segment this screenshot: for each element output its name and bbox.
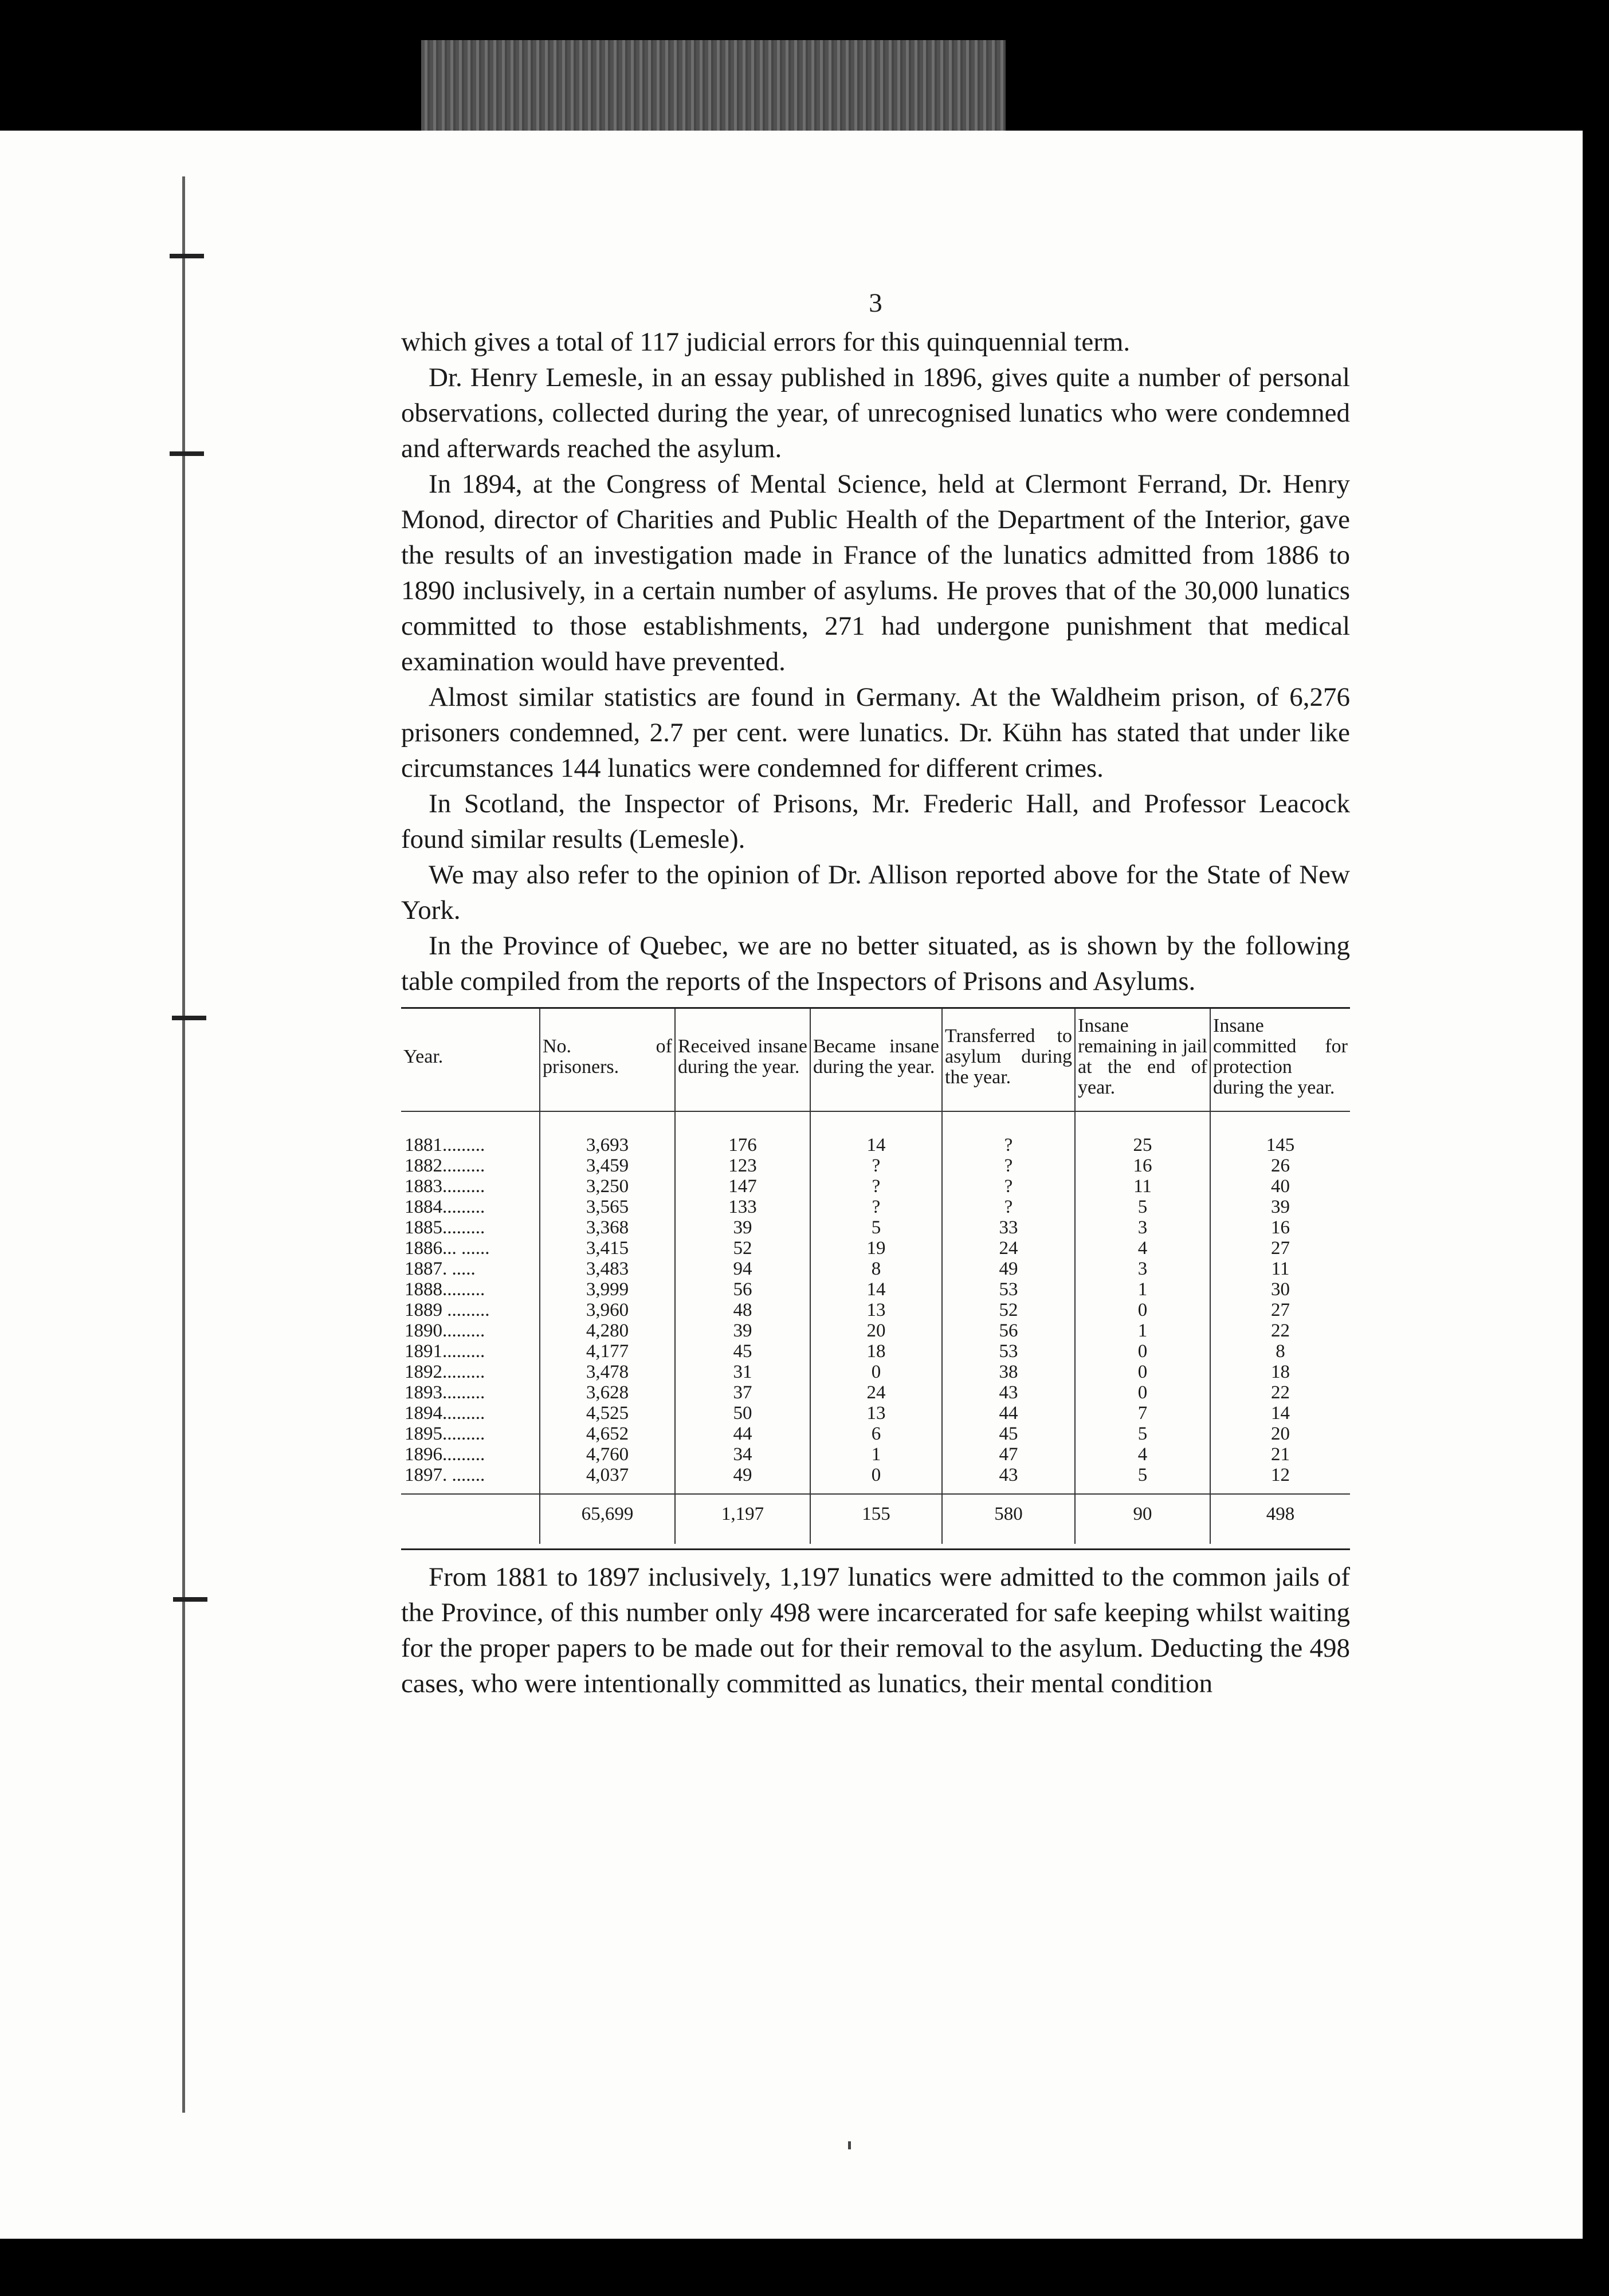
table-cell: 24 xyxy=(942,1238,1075,1259)
page-content xyxy=(401,285,1350,1701)
binding-mark xyxy=(173,1597,207,1602)
paragraph: In Scotland, the Inspector of Prisons, Mr. Frederic Hall, and Professor Leacock found similar results (Lemesle). xyxy=(401,789,1350,854)
table-cell: 8 xyxy=(810,1259,942,1279)
table-cell: 25 xyxy=(1075,1111,1210,1155)
table-cell: 0 xyxy=(1075,1341,1210,1362)
paragraph: Dr. Henry Lemesle, in an essay published in 1896, gives quite a number of personal observations, collected during the year, of unrecognised lunatics who were condemned and afterwards reached the asylum. xyxy=(401,363,1350,463)
table-cell: 1894......... xyxy=(405,1403,485,1424)
table-cell: 27 xyxy=(1210,1238,1350,1259)
table-cell: 1896......... xyxy=(405,1444,485,1465)
table-cell: 5 xyxy=(1075,1424,1210,1444)
table-cell: 34 xyxy=(675,1444,810,1465)
table-cell: 43 xyxy=(942,1465,1075,1494)
table-row xyxy=(401,1217,1350,1238)
header-year: Year. xyxy=(401,1008,540,1112)
table-cell: 1885......... xyxy=(405,1217,485,1238)
table-cell: 39 xyxy=(1210,1197,1350,1217)
binding-edge xyxy=(182,176,185,2113)
table-cell: 4 xyxy=(1075,1444,1210,1465)
table-cell: 31 xyxy=(675,1362,810,1382)
table-cell: 4,760 xyxy=(540,1444,675,1465)
table-cell: 19 xyxy=(810,1238,942,1259)
table-cell: 3,628 xyxy=(540,1382,675,1403)
table-row xyxy=(401,1111,1350,1155)
totals-cell: 498 xyxy=(1210,1494,1350,1544)
table-cell: 1884......... xyxy=(405,1197,485,1217)
table-cell: 1882......... xyxy=(405,1155,485,1176)
totals-cell: 65,699 xyxy=(540,1494,675,1544)
table-cell: 12 xyxy=(1210,1465,1350,1494)
table-cell: 4,177 xyxy=(540,1341,675,1362)
table-cell: 40 xyxy=(1210,1176,1350,1197)
binding-mark xyxy=(170,254,204,258)
scan-margin-strip xyxy=(421,40,1006,132)
table-cell: 56 xyxy=(942,1320,1075,1341)
table-row xyxy=(401,1341,1350,1362)
table-cell: 16 xyxy=(1210,1217,1350,1238)
table-row xyxy=(401,1238,1350,1259)
table-row xyxy=(401,1300,1350,1320)
table-cell: 3,483 xyxy=(540,1259,675,1279)
table-cell: 1 xyxy=(1075,1320,1210,1341)
table-cell: 3,999 xyxy=(540,1279,675,1300)
table-cell: ? xyxy=(810,1176,942,1197)
table-cell: 22 xyxy=(1210,1382,1350,1403)
paragraph: Almost similar statistics are found in Germany. At the Waldheim prison, of 6,276 prisoners condemned, 2.7 per cent. were lunatics. Dr. Kühn has stated that under like circumstances 144 lunatics were condemned for different crimes. xyxy=(401,682,1350,783)
table-cell: ? xyxy=(942,1197,1075,1217)
table-cell: 6 xyxy=(810,1424,942,1444)
table-cell: 22 xyxy=(1210,1320,1350,1341)
table-cell: 52 xyxy=(675,1238,810,1259)
table-cell: 3,459 xyxy=(540,1155,675,1176)
table-cell: 11 xyxy=(1075,1176,1210,1197)
table-bottom-rule xyxy=(401,1548,1350,1559)
table-row xyxy=(401,1382,1350,1403)
table-row xyxy=(401,1176,1350,1197)
table-cell: 39 xyxy=(675,1320,810,1341)
totals-row xyxy=(401,1494,1350,1544)
table-cell: 123 xyxy=(675,1155,810,1176)
table-cell: 4,525 xyxy=(540,1403,675,1424)
header-prisoners: No. of prisoners. xyxy=(540,1008,675,1112)
table-cell: 20 xyxy=(810,1320,942,1341)
table-cell: 13 xyxy=(810,1300,942,1320)
header-transferred: Transferred to asylum during the year. xyxy=(942,1008,1075,1112)
table-cell: 1893......... xyxy=(405,1382,485,1403)
table-row xyxy=(401,1424,1350,1444)
table-cell: ? xyxy=(942,1111,1075,1155)
table-cell: 4,280 xyxy=(540,1320,675,1341)
binding-mark xyxy=(172,1016,206,1020)
table-cell: 20 xyxy=(1210,1424,1350,1444)
table-cell: 5 xyxy=(810,1217,942,1238)
table-row xyxy=(401,1362,1350,1382)
table-row xyxy=(401,1155,1350,1176)
table-cell: 147 xyxy=(675,1176,810,1197)
table-row xyxy=(401,1465,1350,1494)
table-cell: 26 xyxy=(1210,1155,1350,1176)
table-cell: 4 xyxy=(1075,1238,1210,1259)
table-cell: 4,037 xyxy=(540,1465,675,1494)
table-cell: 4,652 xyxy=(540,1424,675,1444)
paragraph: From 1881 to 1897 inclusively, 1,197 lunatics were admitted to the common jails of the Province, of this number only 498 were incarcerated for safe keeping whilst waiting for the proper papers to be made out for their removal to the asylum. Deducting the 498 cases, who were intentionally committed as lunatics, their mental condition xyxy=(401,1562,1350,1699)
table-cell: ? xyxy=(810,1155,942,1176)
table-cell: ? xyxy=(942,1176,1075,1197)
table-cell: 14 xyxy=(810,1111,942,1155)
table-cell: 13 xyxy=(810,1403,942,1424)
table-cell: 145 xyxy=(1210,1111,1350,1155)
table-cell: 18 xyxy=(810,1341,942,1362)
table-cell: 0 xyxy=(810,1362,942,1382)
table-cell: 3,693 xyxy=(540,1111,675,1155)
table-cell: 3,565 xyxy=(540,1197,675,1217)
table-cell: 53 xyxy=(942,1279,1075,1300)
table-cell: 11 xyxy=(1210,1259,1350,1279)
table-cell: 5 xyxy=(1075,1465,1210,1494)
table-cell: 1883......... xyxy=(405,1176,485,1197)
table-cell: 1889 ......... xyxy=(405,1300,490,1320)
table-cell: 37 xyxy=(675,1382,810,1403)
scan-mark xyxy=(848,2141,851,2149)
table-cell: 56 xyxy=(675,1279,810,1300)
table-cell: 16 xyxy=(1075,1155,1210,1176)
table-cell: 44 xyxy=(942,1403,1075,1424)
table-cell: 24 xyxy=(810,1382,942,1403)
document-page xyxy=(0,131,1583,2239)
table-cell: 3,478 xyxy=(540,1362,675,1382)
table-cell: 3,415 xyxy=(540,1238,675,1259)
header-became-insane: Became insane during the year. xyxy=(810,1008,942,1112)
table-row xyxy=(401,1197,1350,1217)
table-cell: 45 xyxy=(942,1424,1075,1444)
table-cell: 48 xyxy=(675,1300,810,1320)
table-cell: 0 xyxy=(810,1465,942,1494)
table-cell: 38 xyxy=(942,1362,1075,1382)
page-number: 3 xyxy=(869,288,882,318)
totals-cell: 580 xyxy=(942,1494,1075,1544)
table-cell: 14 xyxy=(810,1279,942,1300)
table-cell: 0 xyxy=(1075,1382,1210,1403)
table-row xyxy=(401,1444,1350,1465)
table-body xyxy=(401,1111,1350,1494)
table-cell: 18 xyxy=(1210,1362,1350,1382)
table-cell: 8 xyxy=(1210,1341,1350,1362)
table-cell: 43 xyxy=(942,1382,1075,1403)
table-cell: 0 xyxy=(1075,1362,1210,1382)
table-cell: 50 xyxy=(675,1403,810,1424)
paragraph: In 1894, at the Congress of Mental Science, held at Clermont Ferrand, Dr. Henry Monod, director of Charities and Public Health of the Department of the Interior, gave the results of an investigation made in France of the lunatics admitted from 1886 to 1890 inclusively, in a certain number of asylums. He proves that of the 30,000 lunatics committed to those establishments, 271 had undergone punishment that medical examination would have prevented. xyxy=(401,469,1350,677)
table-cell: 1 xyxy=(810,1444,942,1465)
table-cell: 53 xyxy=(942,1341,1075,1362)
table-cell: 47 xyxy=(942,1444,1075,1465)
header-received-insane: Received insane during the year. xyxy=(675,1008,810,1112)
table-cell: 1886... ...... xyxy=(405,1238,490,1259)
table-cell: 133 xyxy=(675,1197,810,1217)
table-cell: 94 xyxy=(675,1259,810,1279)
table-cell: 1891......... xyxy=(405,1341,485,1362)
totals-cell xyxy=(401,1494,540,1544)
table-cell: ? xyxy=(810,1197,942,1217)
table-row xyxy=(401,1259,1350,1279)
table-row xyxy=(401,1279,1350,1300)
totals-cell: 1,197 xyxy=(675,1494,810,1544)
table-cell: 3,250 xyxy=(540,1176,675,1197)
table-row xyxy=(401,1403,1350,1424)
table-cell: 3,960 xyxy=(540,1300,675,1320)
table-cell: 176 xyxy=(675,1111,810,1155)
paragraph: In the Province of Quebec, we are no better situated, as is shown by the following table compiled from the reports of the Inspectors of Prisons and Asylums. xyxy=(401,931,1350,996)
binding-mark xyxy=(170,451,204,456)
header-remaining: Insane remaining in jail at the end of year. xyxy=(1075,1008,1210,1112)
table-cell: 49 xyxy=(942,1259,1075,1279)
table-cell: 1881......... xyxy=(405,1135,485,1155)
table-cell: 1890......... xyxy=(405,1320,485,1341)
table-cell: ? xyxy=(942,1155,1075,1176)
paragraph: We may also refer to the opinion of Dr. Allison reported above for the State of New York. xyxy=(401,860,1350,925)
paragraph: which gives a total of 117 judicial errors for this quinquennial term. xyxy=(401,327,1131,357)
table-cell: 45 xyxy=(675,1341,810,1362)
table-cell: 21 xyxy=(1210,1444,1350,1465)
table-cell: 0 xyxy=(1075,1300,1210,1320)
table-cell: 33 xyxy=(942,1217,1075,1238)
totals-cell: 90 xyxy=(1075,1494,1210,1544)
table-cell: 5 xyxy=(1075,1197,1210,1217)
table-cell: 27 xyxy=(1210,1300,1350,1320)
table-cell: 1895......... xyxy=(405,1424,485,1444)
table-cell: 1892......... xyxy=(405,1362,485,1382)
table-cell: 7 xyxy=(1075,1403,1210,1424)
table-cell: 1897. ....... xyxy=(405,1465,485,1485)
table-cell: 1888......... xyxy=(405,1279,485,1300)
statistics-table xyxy=(401,1007,1350,1544)
table-cell: 1887. ..... xyxy=(405,1259,476,1279)
table-cell: 49 xyxy=(675,1465,810,1494)
table-cell: 3,368 xyxy=(540,1217,675,1238)
table-cell: 30 xyxy=(1210,1279,1350,1300)
table-cell: 44 xyxy=(675,1424,810,1444)
table-cell: 3 xyxy=(1075,1259,1210,1279)
table-row xyxy=(401,1320,1350,1341)
table-header-row xyxy=(401,1008,1350,1112)
table-cell: 14 xyxy=(1210,1403,1350,1424)
totals-cell: 155 xyxy=(810,1494,942,1544)
table-cell: 1 xyxy=(1075,1279,1210,1300)
table-cell: 3 xyxy=(1075,1217,1210,1238)
table-cell: 52 xyxy=(942,1300,1075,1320)
header-committed: Insane committed for protection during the year. xyxy=(1210,1008,1350,1112)
table-cell: 39 xyxy=(675,1217,810,1238)
